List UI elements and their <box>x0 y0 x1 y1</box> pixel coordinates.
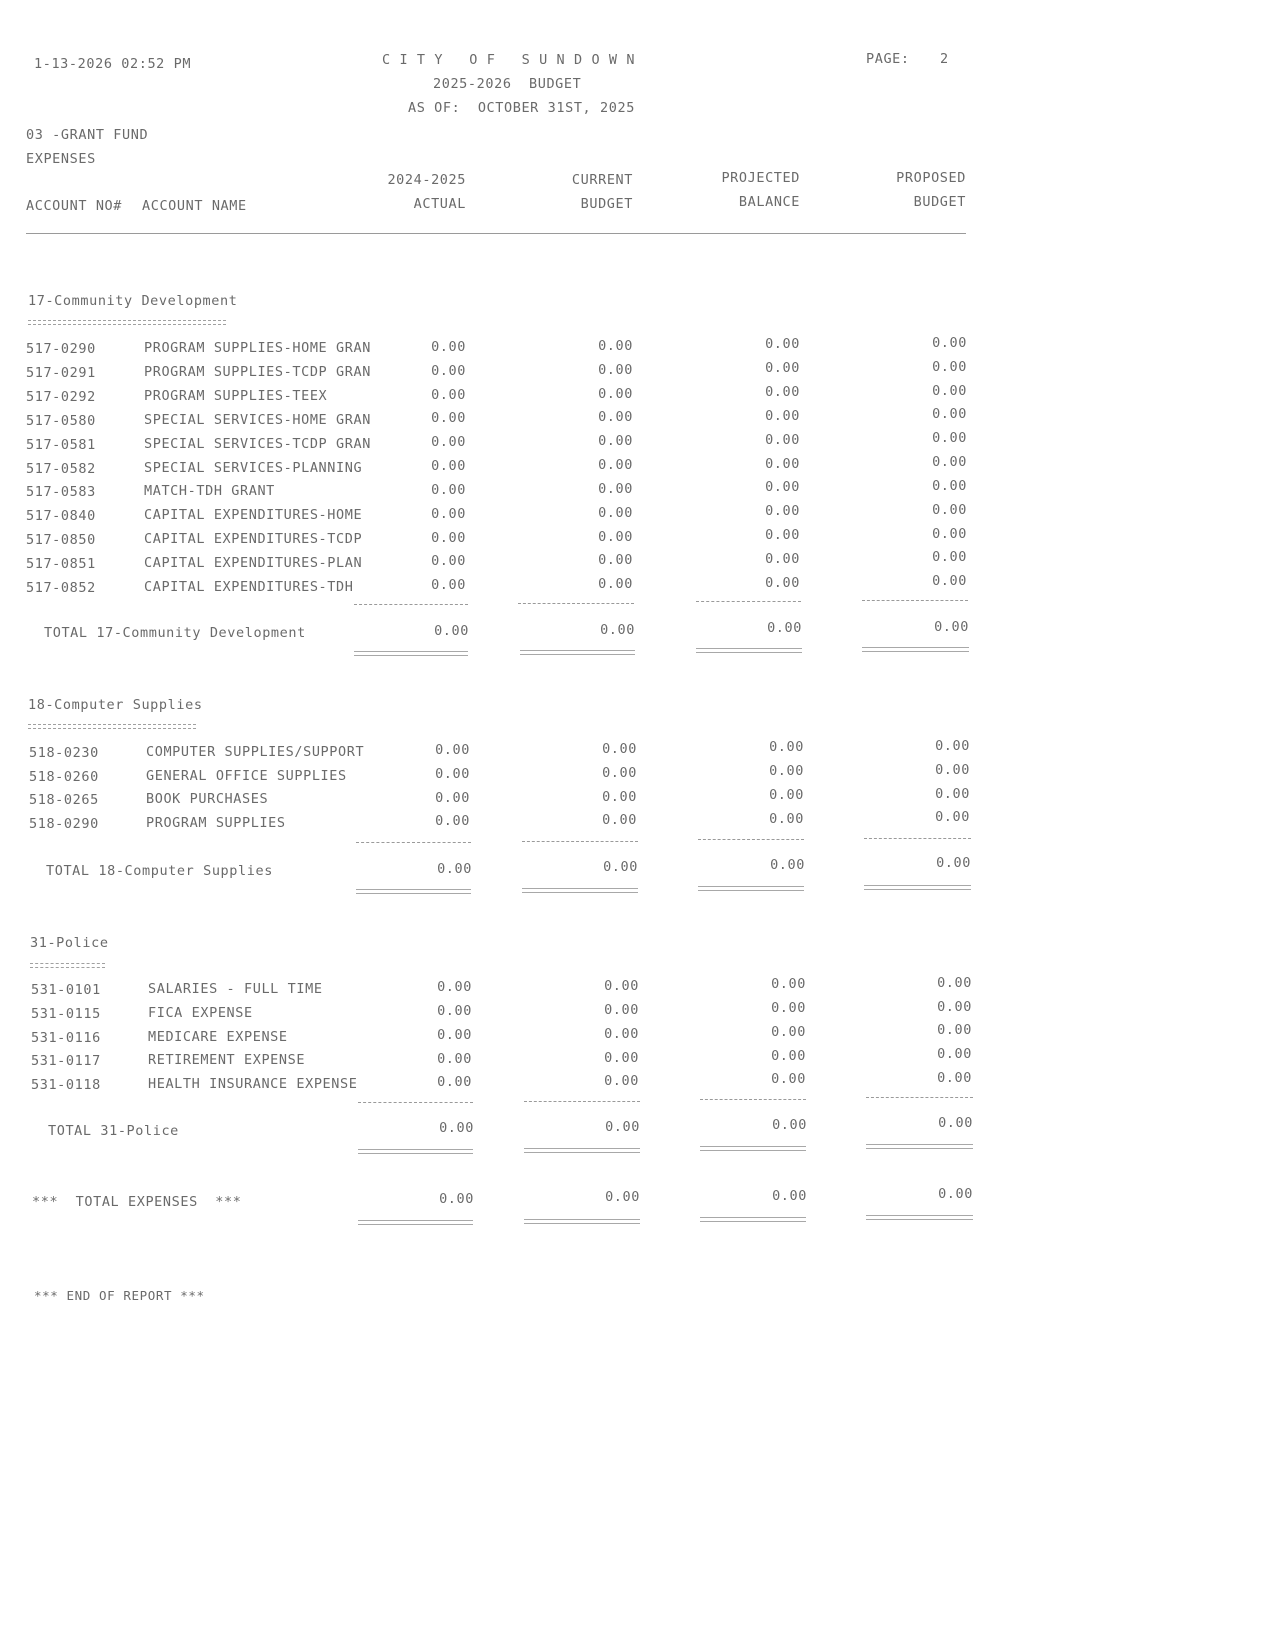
row-projected: 0.00 <box>769 811 804 827</box>
total-double-rule <box>698 886 804 891</box>
section-name: EXPENSES <box>26 151 96 167</box>
row-actual: 0.00 <box>435 790 470 806</box>
total-projected: 0.00 <box>767 620 802 636</box>
row-account-no: 518-0230 <box>29 745 99 761</box>
grand-total-double-rule <box>358 1220 473 1225</box>
row-account-no: 517-0292 <box>26 389 96 405</box>
row-actual: 0.00 <box>437 1027 472 1043</box>
row-account-no: 531-0118 <box>31 1077 101 1093</box>
row-account-name: COMPUTER SUPPLIES/SUPPORT <box>146 744 365 760</box>
subtotal-rule <box>524 1101 640 1102</box>
total-projected: 0.00 <box>772 1117 807 1133</box>
col-projected-label: PROJECTED <box>721 170 800 186</box>
col-current-budget: BUDGET <box>580 196 633 212</box>
row-current: 0.00 <box>598 338 633 354</box>
row-proposed: 0.00 <box>932 335 967 351</box>
department-title: 17-Community Development <box>28 293 238 309</box>
grand-total-proposed: 0.00 <box>938 1186 973 1202</box>
col-proposed-label: PROPOSED <box>896 170 966 186</box>
subtotal-rule <box>354 604 468 605</box>
row-actual: 0.00 <box>431 530 466 546</box>
row-current: 0.00 <box>598 362 633 378</box>
row-current: 0.00 <box>598 481 633 497</box>
department-title-underline <box>28 320 226 325</box>
row-account-name: CAPITAL EXPENDITURES-TCDP <box>144 531 363 547</box>
fund-name: 03 -GRANT FUND <box>26 127 149 143</box>
row-account-no: 531-0115 <box>31 1006 101 1022</box>
row-proposed: 0.00 <box>932 478 967 494</box>
row-account-no: 517-0581 <box>26 437 96 453</box>
subtotal-rule <box>864 838 971 839</box>
row-projected: 0.00 <box>765 408 800 424</box>
subtotal-rule <box>522 841 638 842</box>
row-actual: 0.00 <box>431 339 466 355</box>
total-double-rule <box>700 1146 806 1151</box>
grand-total-double-rule <box>866 1215 973 1220</box>
col-projected-balance: BALANCE <box>738 194 800 210</box>
row-proposed: 0.00 <box>932 526 967 542</box>
total-double-rule <box>520 650 635 655</box>
total-proposed: 0.00 <box>934 619 969 635</box>
grand-total-label: *** TOTAL EXPENSES *** <box>32 1194 242 1210</box>
row-proposed: 0.00 <box>935 738 970 754</box>
department-total-label: TOTAL 31-Police <box>48 1123 179 1139</box>
subtotal-rule <box>356 842 471 843</box>
row-actual: 0.00 <box>437 1051 472 1067</box>
row-actual: 0.00 <box>435 742 470 758</box>
row-account-name: GENERAL OFFICE SUPPLIES <box>146 768 347 784</box>
row-account-no: 517-0291 <box>26 365 96 381</box>
row-actual: 0.00 <box>437 1074 472 1090</box>
row-current: 0.00 <box>604 1002 639 1018</box>
row-current: 0.00 <box>598 457 633 473</box>
row-projected: 0.00 <box>765 432 800 448</box>
row-account-name: CAPITAL EXPENDITURES-PLAN <box>144 555 363 571</box>
row-account-name: SPECIAL SERVICES-TCDP GRAN <box>144 436 371 452</box>
total-double-rule <box>358 1149 473 1154</box>
as-of-date: AS OF: OCTOBER 31ST, 2025 <box>408 100 635 116</box>
row-proposed: 0.00 <box>932 383 967 399</box>
grand-total-actual: 0.00 <box>439 1191 474 1207</box>
col-actual-label: ACTUAL <box>413 196 466 212</box>
row-proposed: 0.00 <box>935 762 970 778</box>
page-label: PAGE: <box>866 51 910 67</box>
row-projected: 0.00 <box>765 384 800 400</box>
row-projected: 0.00 <box>769 763 804 779</box>
department-total-label: TOTAL 18-Computer Supplies <box>46 863 273 879</box>
row-actual: 0.00 <box>431 506 466 522</box>
row-current: 0.00 <box>598 433 633 449</box>
row-account-name: FICA EXPENSE <box>148 1005 253 1021</box>
row-account-name: HEALTH INSURANCE EXPENSE <box>148 1076 358 1092</box>
row-projected: 0.00 <box>765 479 800 495</box>
row-account-no: 531-0101 <box>31 982 101 998</box>
subtotal-rule <box>696 601 801 602</box>
row-current: 0.00 <box>598 576 633 592</box>
row-actual: 0.00 <box>431 387 466 403</box>
row-account-no: 517-0851 <box>26 556 96 572</box>
row-actual: 0.00 <box>431 553 466 569</box>
row-current: 0.00 <box>604 1050 639 1066</box>
row-account-no: 517-0290 <box>26 341 96 357</box>
row-current: 0.00 <box>598 505 633 521</box>
city-name: C I T Y O F S U N D O W N <box>382 52 636 68</box>
page-number: 2 <box>940 51 949 67</box>
total-double-rule <box>524 1148 640 1153</box>
row-account-name: SPECIAL SERVICES-PLANNING <box>144 460 363 476</box>
row-account-name: RETIREMENT EXPENSE <box>148 1052 306 1068</box>
col-current-label: CURRENT <box>571 172 633 188</box>
row-current: 0.00 <box>598 409 633 425</box>
row-account-name: SALARIES - FULL TIME <box>148 981 323 997</box>
department-title-underline <box>28 724 196 729</box>
row-projected: 0.00 <box>771 1000 806 1016</box>
row-current: 0.00 <box>604 978 639 994</box>
total-projected: 0.00 <box>770 857 805 873</box>
row-projected: 0.00 <box>765 456 800 472</box>
row-proposed: 0.00 <box>937 1022 972 1038</box>
subtotal-rule <box>358 1102 473 1103</box>
total-proposed: 0.00 <box>938 1115 973 1131</box>
row-proposed: 0.00 <box>935 809 970 825</box>
department-total-label: TOTAL 17-Community Development <box>44 625 306 641</box>
subtotal-rule <box>866 1097 973 1098</box>
row-projected: 0.00 <box>765 551 800 567</box>
row-actual: 0.00 <box>431 363 466 379</box>
col-proposed-budget: BUDGET <box>913 194 966 210</box>
row-actual: 0.00 <box>435 766 470 782</box>
row-projected: 0.00 <box>769 787 804 803</box>
row-account-name: BOOK PURCHASES <box>146 791 269 807</box>
row-account-name: PROGRAM SUPPLIES-TEEX <box>144 388 328 404</box>
row-actual: 0.00 <box>431 434 466 450</box>
row-actual: 0.00 <box>431 458 466 474</box>
row-proposed: 0.00 <box>935 786 970 802</box>
row-actual: 0.00 <box>437 979 472 995</box>
row-current: 0.00 <box>598 529 633 545</box>
row-current: 0.00 <box>602 789 637 805</box>
report-datetime: 1-13-2026 02:52 PM <box>34 56 192 72</box>
row-account-name: CAPITAL EXPENDITURES-HOME <box>144 507 363 523</box>
subtotal-rule <box>862 600 968 601</box>
row-account-no: 517-0850 <box>26 532 96 548</box>
row-account-no: 518-0265 <box>29 792 99 808</box>
row-account-name: PROGRAM SUPPLIES-TCDP GRAN <box>144 364 371 380</box>
row-account-name: PROGRAM SUPPLIES <box>146 815 286 831</box>
row-account-no: 518-0260 <box>29 769 99 785</box>
row-projected: 0.00 <box>771 1024 806 1040</box>
row-current: 0.00 <box>602 812 637 828</box>
total-actual: 0.00 <box>434 623 469 639</box>
total-double-rule <box>864 885 971 890</box>
total-proposed: 0.00 <box>936 855 971 871</box>
row-proposed: 0.00 <box>937 1046 972 1062</box>
row-proposed: 0.00 <box>937 1070 972 1086</box>
row-proposed: 0.00 <box>937 975 972 991</box>
total-double-rule <box>522 888 638 893</box>
department-title: 31-Police <box>30 935 109 951</box>
row-actual: 0.00 <box>435 813 470 829</box>
row-proposed: 0.00 <box>932 359 967 375</box>
subtotal-rule <box>698 839 804 840</box>
total-double-rule <box>696 648 802 653</box>
row-account-name: SPECIAL SERVICES-HOME GRAN <box>144 412 371 428</box>
grand-total-double-rule <box>700 1217 806 1222</box>
total-double-rule <box>862 647 969 652</box>
row-projected: 0.00 <box>765 527 800 543</box>
total-double-rule <box>866 1144 973 1149</box>
total-current: 0.00 <box>600 622 635 638</box>
row-account-name: CAPITAL EXPENDITURES-TDH <box>144 579 354 595</box>
subtotal-rule <box>700 1099 806 1100</box>
department-title-underline <box>30 963 105 968</box>
row-current: 0.00 <box>598 386 633 402</box>
row-proposed: 0.00 <box>932 573 967 589</box>
end-of-report: *** END OF REPORT *** <box>34 1288 205 1303</box>
total-current: 0.00 <box>605 1119 640 1135</box>
row-actual: 0.00 <box>437 1003 472 1019</box>
grand-total-current: 0.00 <box>605 1189 640 1205</box>
row-account-no: 517-0583 <box>26 484 96 500</box>
col-account-no: ACCOUNT NO# <box>26 198 123 214</box>
row-account-name: PROGRAM SUPPLIES-HOME GRAN <box>144 340 371 356</box>
row-account-no: 531-0116 <box>31 1030 101 1046</box>
row-account-no: 517-0582 <box>26 461 96 477</box>
row-projected: 0.00 <box>765 503 800 519</box>
department-title: 18-Computer Supplies <box>28 697 203 713</box>
row-current: 0.00 <box>604 1073 639 1089</box>
row-projected: 0.00 <box>771 976 806 992</box>
row-projected: 0.00 <box>765 360 800 376</box>
row-projected: 0.00 <box>771 1048 806 1064</box>
row-account-name: MATCH-TDH GRANT <box>144 483 275 499</box>
total-actual: 0.00 <box>439 1120 474 1136</box>
row-account-no: 531-0117 <box>31 1053 101 1069</box>
row-current: 0.00 <box>602 765 637 781</box>
row-projected: 0.00 <box>765 575 800 591</box>
row-actual: 0.00 <box>431 410 466 426</box>
row-actual: 0.00 <box>431 577 466 593</box>
budget-title: 2025-2026 BUDGET <box>433 76 582 92</box>
header-underline <box>26 233 966 234</box>
total-actual: 0.00 <box>437 861 472 877</box>
row-current: 0.00 <box>604 1026 639 1042</box>
subtotal-rule <box>518 603 634 604</box>
row-proposed: 0.00 <box>932 502 967 518</box>
row-projected: 0.00 <box>771 1071 806 1087</box>
row-proposed: 0.00 <box>932 454 967 470</box>
row-projected: 0.00 <box>765 336 800 352</box>
row-actual: 0.00 <box>431 482 466 498</box>
row-projected: 0.00 <box>769 739 804 755</box>
row-account-no: 518-0290 <box>29 816 99 832</box>
row-proposed: 0.00 <box>932 549 967 565</box>
row-account-name: MEDICARE EXPENSE <box>148 1029 288 1045</box>
col-account-name: ACCOUNT NAME <box>142 198 247 214</box>
row-proposed: 0.00 <box>932 406 967 422</box>
row-current: 0.00 <box>602 741 637 757</box>
grand-total-double-rule <box>524 1219 640 1224</box>
col-actual-year: 2024-2025 <box>387 172 466 188</box>
row-current: 0.00 <box>598 552 633 568</box>
row-account-no: 517-0852 <box>26 580 96 596</box>
total-double-rule <box>356 889 471 894</box>
row-account-no: 517-0840 <box>26 508 96 524</box>
grand-total-projected: 0.00 <box>772 1188 807 1204</box>
total-double-rule <box>354 651 468 656</box>
row-proposed: 0.00 <box>937 999 972 1015</box>
row-account-no: 517-0580 <box>26 413 96 429</box>
total-current: 0.00 <box>603 859 638 875</box>
row-proposed: 0.00 <box>932 430 967 446</box>
